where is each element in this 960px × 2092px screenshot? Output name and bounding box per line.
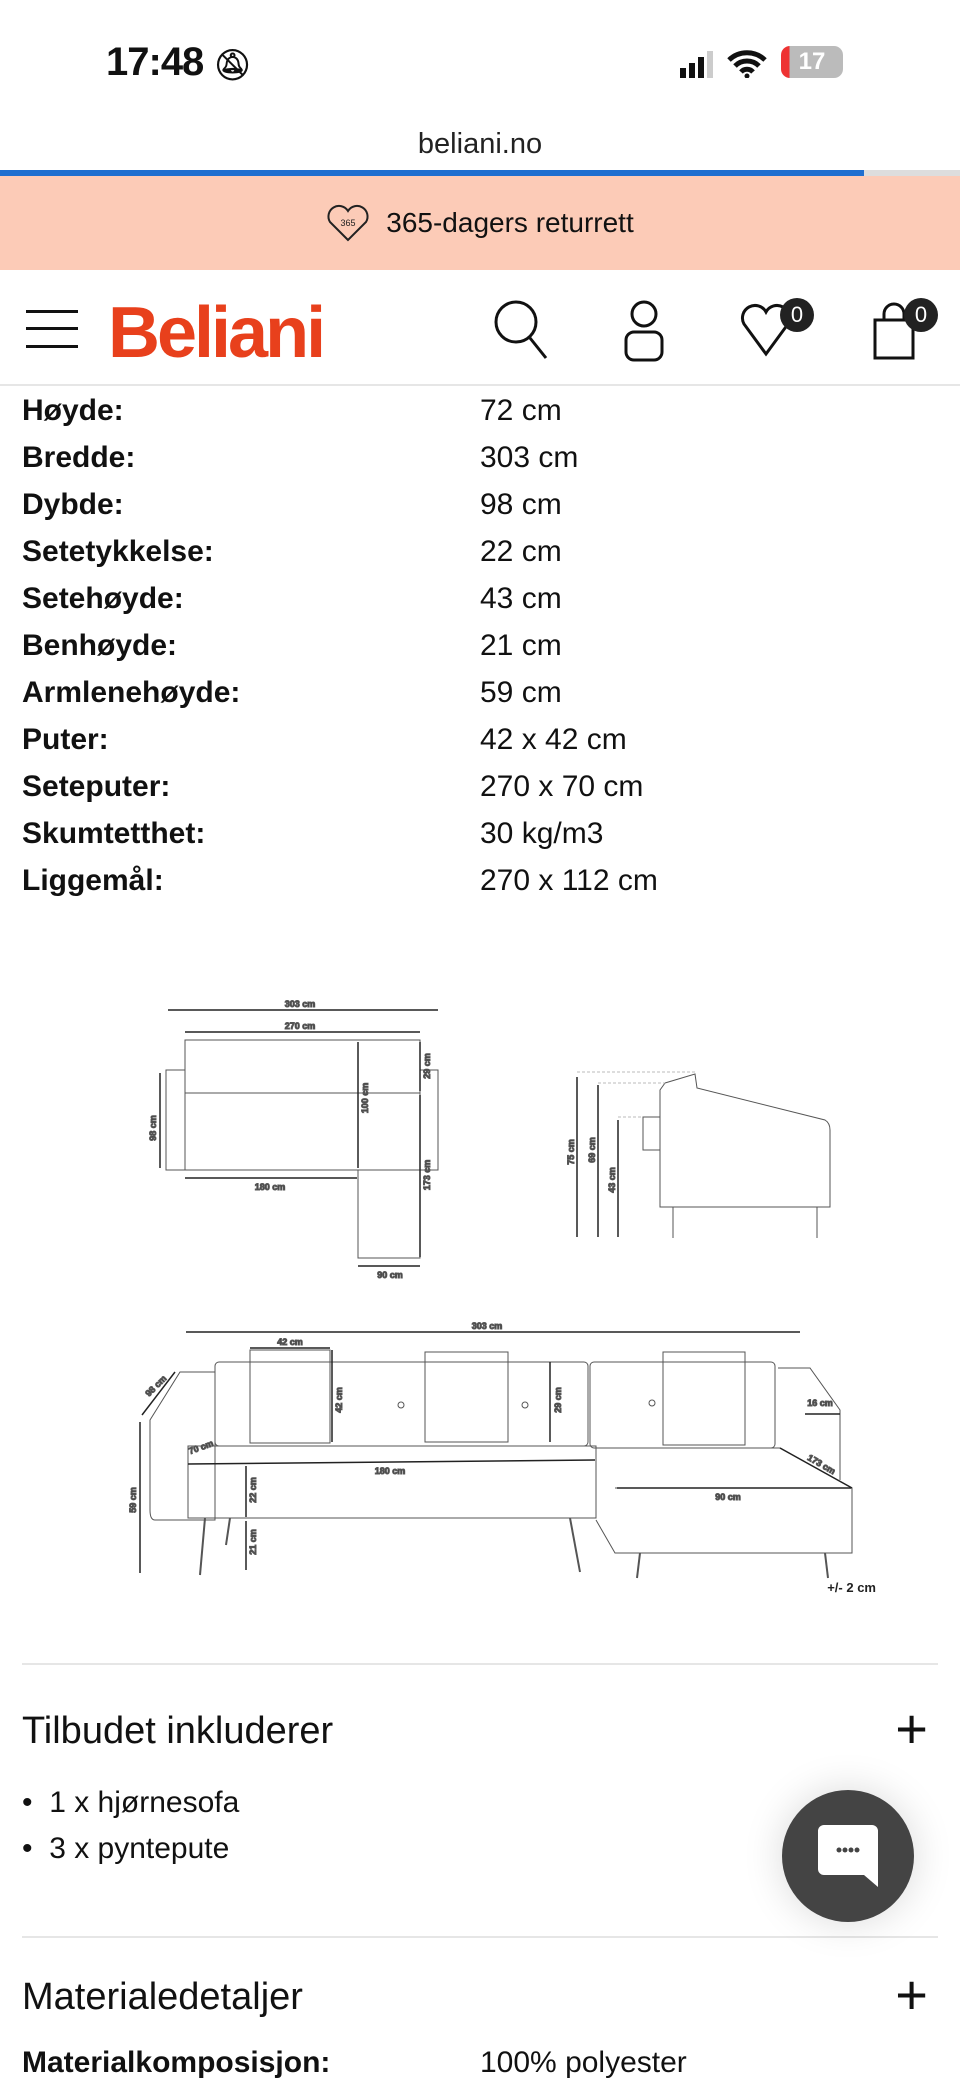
cart-button[interactable] — [872, 302, 928, 367]
svg-text:303 cm: 303 cm — [284, 999, 316, 1009]
bell-muted-icon: 🔕︎ — [213, 49, 251, 82]
spec-label: Benhøyde: — [22, 629, 178, 662]
spec-label: Armlenehøyde: — [22, 676, 241, 709]
svg-text:16 cm: 16 cm — [807, 1398, 833, 1408]
search-icon[interactable] — [492, 298, 548, 360]
svg-text:173 cm: 173 cm — [422, 1159, 432, 1191]
spec-row — [22, 488, 922, 534]
svg-text:98 cm: 98 cm — [143, 1373, 169, 1399]
spec-value: 42 x 42 cm — [480, 723, 627, 756]
cart-count-badge: 0 — [904, 298, 938, 332]
spec-row — [22, 582, 922, 628]
divider — [22, 1663, 938, 1665]
spec-row — [22, 629, 922, 675]
svg-text:100 cm: 100 cm — [360, 1082, 370, 1114]
expand-materials-plus-icon[interactable]: + — [895, 1963, 928, 2026]
wifi-icon — [727, 50, 767, 78]
wishlist-count-badge: 0 — [780, 298, 814, 332]
status-icons — [680, 46, 843, 78]
svg-text:42 cm: 42 cm — [277, 1337, 303, 1347]
spec-value: 59 cm — [480, 676, 562, 709]
signal-icon — [680, 51, 713, 78]
spec-value: 21 cm — [480, 629, 562, 662]
spec-row — [22, 535, 922, 581]
status-time: 17:48 🔕︎ — [106, 40, 251, 84]
spec-value: 30 kg/m3 — [480, 817, 604, 850]
svg-text:173 cm: 173 cm — [805, 1452, 838, 1477]
offer-item: • 1 x hjørnesofa — [22, 1786, 240, 1819]
spec-label: Puter: — [22, 723, 109, 756]
svg-text:21 cm: 21 cm — [248, 1529, 258, 1555]
spec-value: 72 cm — [480, 394, 562, 427]
url-bar[interactable]: beliani.no — [417, 128, 543, 160]
svg-text:69 cm: 69 cm — [587, 1137, 597, 1163]
spec-value: 270 x 112 cm — [480, 864, 658, 897]
spec-label: Bredde: — [22, 441, 136, 474]
offer-section-title[interactable]: Tilbudet inkluderer — [22, 1710, 334, 1752]
spec-label: Setetykkelse: — [22, 535, 214, 568]
offer-item: • 3 x pyntepute — [22, 1832, 230, 1865]
svg-text:303 cm: 303 cm — [471, 1321, 503, 1331]
svg-text:59 cm: 59 cm — [128, 1487, 138, 1513]
front-view — [128, 1321, 852, 1578]
spec-value: 303 cm — [480, 441, 579, 474]
spec-row — [22, 441, 922, 487]
expand-offer-plus-icon[interactable]: + — [895, 1697, 928, 1760]
side-view — [566, 1072, 830, 1238]
spec-label: Setehøyde: — [22, 582, 184, 615]
battery-icon: 17 — [781, 46, 843, 78]
site-header — [0, 270, 960, 386]
spec-row — [22, 864, 922, 910]
svg-text:75 cm: 75 cm — [566, 1139, 576, 1165]
hamburger-menu-icon[interactable] — [26, 310, 78, 348]
chat-bubble-icon — [816, 1823, 880, 1889]
spec-value: 270 x 70 cm — [480, 770, 644, 803]
banner-text: 365-dagers returrett — [386, 207, 634, 238]
spec-label: Skumtetthet: — [22, 817, 206, 850]
spec-row — [22, 817, 922, 863]
materials-section-title[interactable]: Materialedetaljer — [22, 1976, 303, 2018]
svg-text:29 cm: 29 cm — [553, 1387, 563, 1413]
spec-row — [22, 676, 922, 722]
spec-label: Liggemål: — [22, 864, 164, 897]
svg-text:29 cm: 29 cm — [422, 1053, 432, 1079]
tolerance-note: +/- 2 cm — [827, 1580, 876, 1595]
spec-label: Høyde: — [22, 394, 124, 427]
svg-text:180 cm: 180 cm — [254, 1182, 286, 1192]
dimension-diagram — [120, 980, 880, 1600]
spec-value: 98 cm — [480, 488, 562, 521]
svg-text:180 cm: 180 cm — [374, 1466, 406, 1476]
svg-text:98 cm: 98 cm — [148, 1115, 158, 1141]
svg-text:90 cm: 90 cm — [377, 1270, 403, 1280]
spec-label: Seteputer: — [22, 770, 171, 803]
spec-row — [22, 723, 922, 769]
spec-label: Dybde: — [22, 488, 124, 521]
account-icon[interactable] — [622, 298, 666, 362]
svg-text:90 cm: 90 cm — [715, 1492, 741, 1502]
divider — [22, 1936, 938, 1938]
top-view — [148, 999, 438, 1280]
spec-value: 43 cm — [480, 582, 562, 615]
svg-text:365: 365 — [340, 218, 356, 228]
heart-365-icon — [326, 204, 370, 242]
svg-text:70 cm: 70 cm — [187, 1438, 215, 1457]
beliani-logo[interactable]: Beliani — [108, 293, 324, 373]
svg-text:270 cm: 270 cm — [284, 1021, 316, 1031]
svg-text:43 cm: 43 cm — [607, 1167, 617, 1193]
spec-value: 22 cm — [480, 535, 562, 568]
returns-banner[interactable] — [0, 176, 960, 270]
svg-text:42 cm: 42 cm — [334, 1387, 344, 1413]
spec-row — [22, 770, 922, 816]
material-row: Materialkomposisjon: 100% polyester — [22, 2046, 687, 2079]
svg-text:22 cm: 22 cm — [248, 1477, 258, 1503]
chat-button[interactable] — [782, 1790, 914, 1922]
wishlist-button[interactable] — [740, 302, 804, 363]
spec-row — [22, 394, 922, 440]
